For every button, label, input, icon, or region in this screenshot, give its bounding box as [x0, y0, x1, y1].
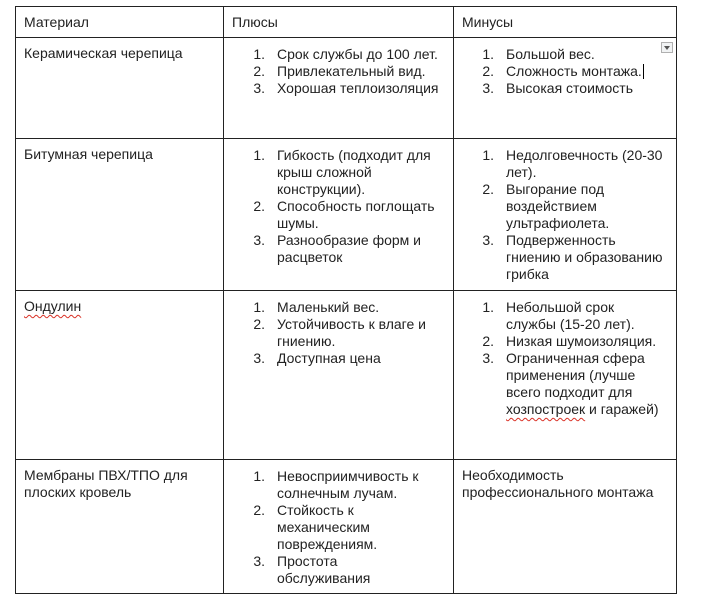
cons-list	[454, 147, 676, 283]
material-cell[interactable]: Мембраны ПВХ/ТПО для плоских кровель	[16, 460, 224, 594]
table-row	[16, 460, 677, 594]
cons-list	[454, 46, 676, 97]
list-item: 2. Сложность монтажа.	[482, 63, 642, 79]
pros-list	[224, 299, 453, 367]
header-cell-cons[interactable]: Минусы	[454, 7, 677, 38]
list-item: 3. Ограниченная сфера применения (лучше всего подходит для хозпостроек и гаражей)	[482, 350, 659, 417]
table-header-row	[16, 7, 677, 38]
material-cell[interactable]	[16, 291, 224, 460]
pros-cell[interactable]	[224, 38, 454, 139]
spellcheck-word[interactable]: хозпостроек	[506, 401, 586, 417]
pros-list	[224, 468, 453, 587]
header-cell-material[interactable]: Материал	[16, 7, 224, 38]
list-item: 3. Высокая стоимость	[482, 80, 634, 96]
pros-cell[interactable]	[224, 139, 454, 291]
list-item: 2. Стойкость к механическим повреждениям.	[253, 502, 378, 552]
pros-cell[interactable]	[224, 291, 454, 460]
list-options-dropdown-icon[interactable]	[661, 42, 673, 53]
list-item: 1. Недолговечность (20-30 лет).	[482, 147, 663, 180]
material-cell[interactable]: Керамическая черепица	[16, 38, 224, 139]
list-item: 1. Невосприимчивость к солнечным лучам.	[253, 468, 419, 501]
list-item: 2. Выгорание под воздействием ультрафиолета.	[482, 181, 610, 231]
list-item: 3. Подверженность гниению и образованию грибка	[482, 232, 663, 282]
list-item: 3. Простота обслуживания	[253, 553, 371, 586]
material-cell[interactable]: Битумная черепица	[16, 139, 224, 291]
list-item: 1. Гибкость (подходит для крыш сложной конструкции).	[253, 147, 431, 197]
header-cell-pros[interactable]: Плюсы	[224, 7, 454, 38]
cons-cell[interactable]	[454, 291, 677, 460]
list-item: 2. Способность поглощать шумы.	[253, 198, 435, 231]
list-item: 2. Устойчивость к влаге и гниению.	[253, 316, 426, 349]
list-item: 1. Небольшой срок службы (15-20 лет).	[482, 299, 635, 332]
spellcheck-word[interactable]: Ондулин	[24, 298, 82, 314]
table-row	[16, 139, 677, 291]
table-row	[16, 38, 677, 139]
list-item: 1. Срок службы до 100 лет.	[253, 46, 438, 62]
materials-table	[15, 6, 677, 594]
cons-cell[interactable]	[454, 139, 677, 291]
text-cursor	[643, 64, 644, 79]
list-item: 1. Маленький вес.	[253, 299, 380, 315]
pros-cell[interactable]	[224, 460, 454, 594]
pros-list	[224, 46, 453, 97]
list-item: 3. Хорошая теплоизоляция	[253, 80, 439, 96]
list-item: 2. Привлекательный вид.	[253, 63, 426, 79]
list-item: 1. Большой вес.	[482, 46, 595, 62]
cons-list	[454, 299, 676, 418]
list-item: 3. Доступная цена	[253, 350, 381, 366]
list-item: 3. Разнообразие форм и расцветок	[253, 232, 421, 265]
cons-cell[interactable]	[454, 38, 677, 139]
cons-cell[interactable]: Необходимость профессионального монтажа	[454, 460, 677, 594]
list-item: 2. Низкая шумоизоляция.	[482, 333, 657, 349]
table-row	[16, 291, 677, 460]
pros-list	[224, 147, 453, 266]
